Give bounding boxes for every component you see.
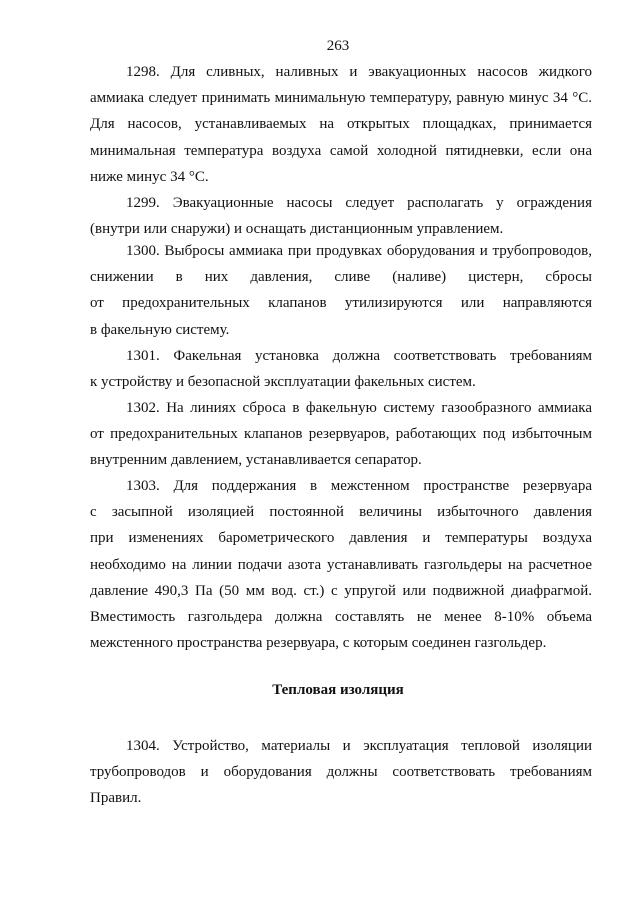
text-line: трубопроводов и оборудования должны соответствовать требованиям bbox=[90, 764, 592, 781]
text-line: снижении в них давления, сливе (наливе) цистерн, сбросы bbox=[90, 269, 592, 286]
paragraph-1302 bbox=[90, 395, 592, 474]
text-line: Вместимость газгольдера должна составлять не менее 8-10% объема bbox=[90, 609, 592, 626]
text-line: от предохранительных клапанов утилизируются или направляются bbox=[90, 295, 592, 312]
text-line: 1300. Выбросы аммиака при продувках оборудования и трубопроводов, bbox=[126, 243, 592, 259]
text-line: 1304. Устройство, материалы и эксплуатация тепловой изоляции bbox=[126, 738, 592, 754]
paragraph-1298 bbox=[90, 59, 592, 190]
paragraph-1303 bbox=[90, 473, 592, 656]
text-line: в факельную систему. bbox=[90, 321, 230, 338]
text-line: Для насосов, устанавливаемых на открытых площадках, принимается bbox=[90, 116, 592, 133]
paragraph-1301 bbox=[90, 343, 592, 395]
text-line: от предохранительных клапанов резервуаров, работающих под избыточным bbox=[90, 426, 592, 443]
page-number: 263 bbox=[326, 38, 350, 54]
paragraph-1300 bbox=[90, 238, 592, 343]
text-line: внутренним давлением, устанавливается сепаратор. bbox=[90, 452, 422, 469]
paragraph-1299 bbox=[90, 190, 592, 242]
text-line: (внутри или снаружи) и оснащать дистанционным управлением. bbox=[90, 221, 504, 238]
text-line: необходимо на линии подачи азота устанавливать газгольдеры на расчетное bbox=[90, 556, 592, 573]
text-line: с засыпной изоляцией постоянной величины избыточного давления bbox=[90, 504, 592, 521]
text-line: 1299. Эвакуационные насосы следует располагать у ограждения bbox=[126, 195, 592, 211]
text-line: при изменениях барометрического давления и температуры воздуха bbox=[90, 530, 592, 547]
text-line: 1302. На линиях сброса в факельную систему газообразного аммиака bbox=[126, 400, 592, 416]
text-line: 1301. Факельная установка должна соответствовать требованиям bbox=[126, 348, 592, 364]
text-line: Правил. bbox=[90, 790, 142, 807]
paragraph-1304 bbox=[90, 733, 592, 812]
text-line: к устройству и безопасной эксплуатации факельных систем. bbox=[90, 374, 476, 391]
text-line: 1303. Для поддержания в межстенном пространстве резервуара bbox=[126, 478, 592, 494]
text-line: 1298. Для сливных, наливных и эвакуационных насосов жидкого bbox=[126, 64, 592, 80]
text-line: ниже минус 34 °С. bbox=[90, 168, 209, 185]
text-line: аммиака следует принимать минимальную температуру, равную минус 34 °С. bbox=[90, 90, 592, 107]
text-line: минимальная температура воздуха самой холодной пятидневки, если она bbox=[90, 142, 592, 159]
text-line: межстенного пространства резервуара, с которым соединен газгольдер. bbox=[90, 635, 547, 652]
section-heading: Тепловая изоляция bbox=[272, 682, 404, 698]
text-line: давление 490,3 Па (50 мм вод. ст.) с упругой или подвижной диафрагмой. bbox=[90, 582, 592, 599]
